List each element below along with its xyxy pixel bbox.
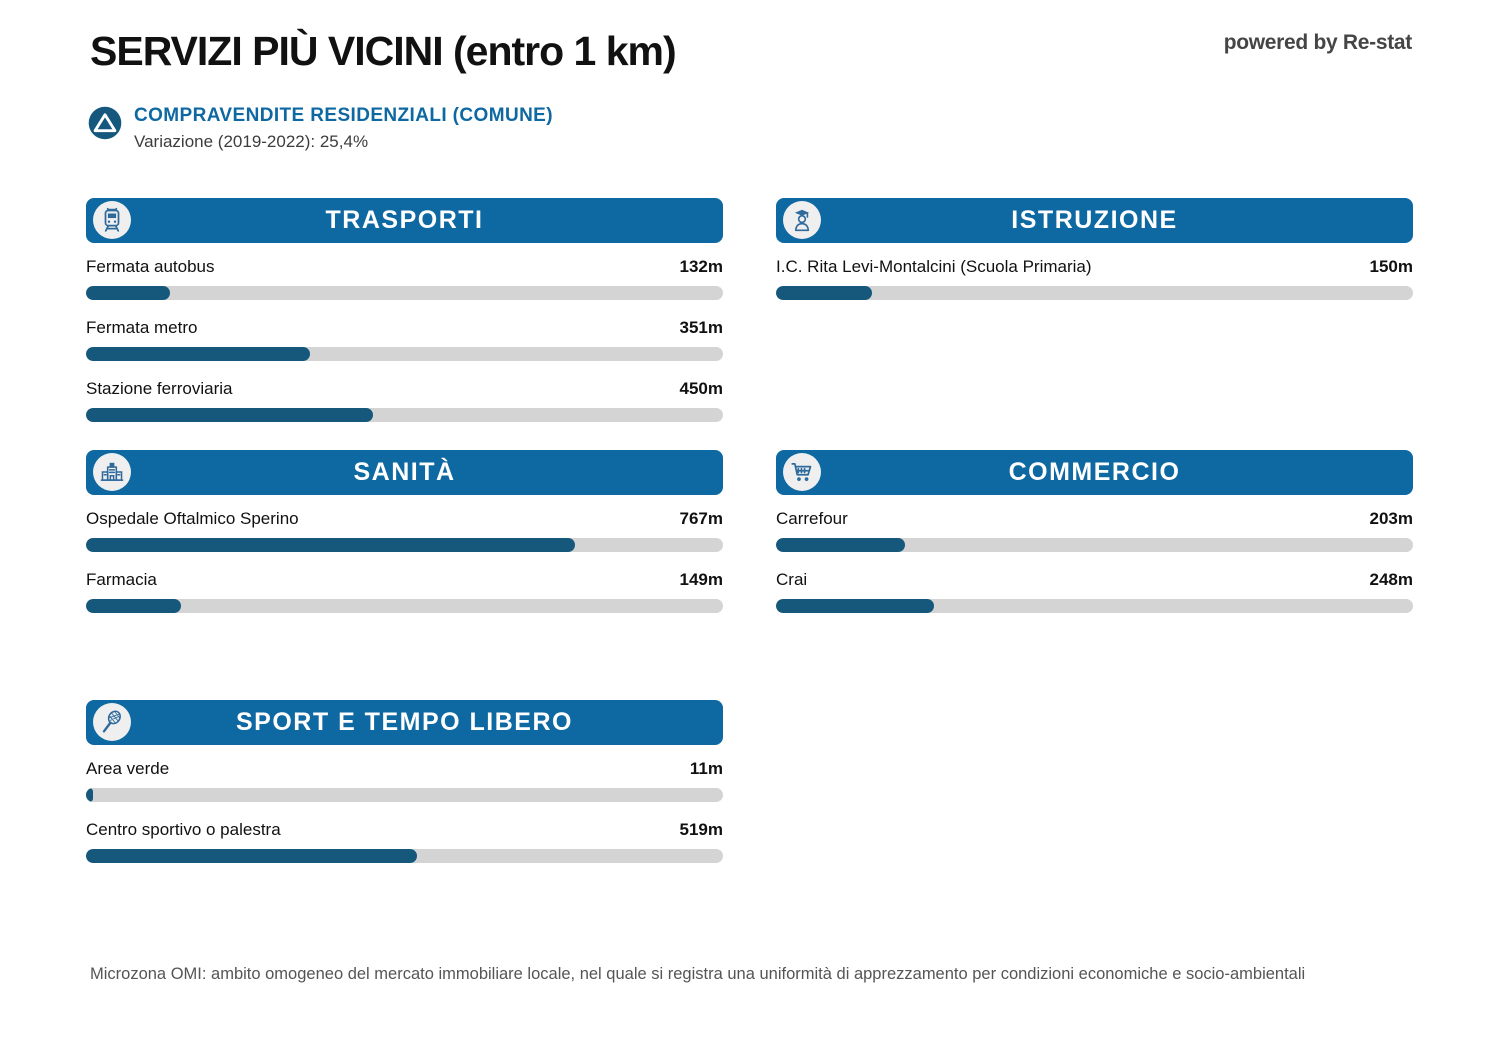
- page-title: SERVIZI PIÙ VICINI (entro 1 km): [90, 28, 676, 74]
- service-distance: 203m: [1369, 509, 1413, 528]
- train-icon: [93, 201, 131, 239]
- distance-bar-track: [776, 599, 1413, 613]
- distance-bar-fill: [86, 849, 417, 863]
- service-row: [776, 570, 1413, 613]
- section-header-istruzione: [776, 198, 1413, 243]
- section-header-sanita: [86, 450, 723, 495]
- footnote: Microzona OMI: ambito omogeneo del mercato immobiliare locale, nel quale si registra una uniformità di apprezzamento per condizioni economiche e socio-ambientali: [90, 965, 1306, 983]
- section-sanita: [86, 450, 723, 613]
- kpi-subtitle: Variazione (2019-2022): 25,4%: [134, 132, 369, 151]
- section-header-sport: [86, 700, 723, 745]
- shopping-cart-icon: [783, 453, 821, 491]
- service-distance: 351m: [679, 318, 723, 337]
- service-distance: 149m: [679, 570, 723, 589]
- section-header-trasporti: [86, 198, 723, 243]
- service-row: [86, 257, 723, 300]
- service-row: [86, 820, 723, 863]
- powered-by-label: powered by Re-stat: [1223, 31, 1412, 54]
- distance-bar-fill: [86, 538, 575, 552]
- service-distance: 450m: [679, 379, 723, 398]
- section-header-commercio: [776, 450, 1413, 495]
- section-trasporti: [86, 198, 723, 422]
- section-istruzione: [776, 198, 1413, 300]
- section-title: SANITÀ: [353, 458, 456, 486]
- service-row: [86, 759, 723, 802]
- service-distance: 150m: [1369, 257, 1413, 276]
- service-distance: 519m: [679, 820, 723, 839]
- distance-bar-track: [86, 788, 723, 802]
- distance-bar-fill: [86, 347, 310, 361]
- service-row: [86, 379, 723, 422]
- kpi-compravendite: [88, 105, 553, 152]
- distance-bar-fill: [86, 599, 181, 613]
- kpi-title: COMPRAVENDITE RESIDENZIALI (COMUNE): [134, 105, 553, 126]
- distance-bar-fill: [776, 286, 872, 300]
- distance-bar-fill: [86, 788, 93, 802]
- distance-bar-track: [86, 538, 723, 552]
- distance-bar-track: [86, 849, 723, 863]
- service-label: Fermata metro: [86, 318, 198, 337]
- service-distance: 767m: [679, 509, 723, 528]
- section-title: TRASPORTI: [325, 206, 484, 234]
- distance-bar-track: [86, 408, 723, 422]
- distance-bar-track: [776, 286, 1413, 300]
- section-commercio: [776, 450, 1413, 613]
- service-distance: 11m: [689, 759, 723, 778]
- service-label: Carrefour: [776, 509, 848, 528]
- section-sport: [86, 700, 723, 863]
- service-distance: 132m: [679, 257, 723, 276]
- service-label: Fermata autobus: [86, 257, 215, 276]
- distance-bar-fill: [86, 286, 170, 300]
- distance-bar-fill: [776, 599, 934, 613]
- section-title: COMMERCIO: [1008, 458, 1181, 486]
- service-label: Ospedale Oftalmico Sperino: [86, 509, 299, 528]
- section-title: SPORT E TEMPO LIBERO: [236, 708, 573, 736]
- service-row: [776, 257, 1413, 300]
- triangle-up-icon: [88, 106, 122, 140]
- tennis-racket-icon: [93, 703, 131, 741]
- service-label: Area verde: [86, 759, 170, 778]
- graduate-icon: [783, 201, 821, 239]
- service-distance: 248m: [1369, 570, 1413, 589]
- service-label: Stazione ferroviaria: [86, 379, 233, 398]
- service-label: Crai: [776, 570, 808, 589]
- service-row: [86, 570, 723, 613]
- service-label: Centro sportivo o palestra: [86, 820, 281, 839]
- distance-bar-fill: [776, 538, 905, 552]
- service-row: [776, 509, 1413, 552]
- service-label: Farmacia: [86, 570, 157, 589]
- service-row: [86, 318, 723, 361]
- section-title: ISTRUZIONE: [1011, 206, 1178, 234]
- distance-bar-track: [86, 286, 723, 300]
- distance-bar-track: [776, 538, 1413, 552]
- service-row: [86, 509, 723, 552]
- distance-bar-track: [86, 599, 723, 613]
- service-label: I.C. Rita Levi-Montalcini (Scuola Primaria): [776, 257, 1092, 276]
- distance-bar-fill: [86, 408, 373, 422]
- distance-bar-track: [86, 347, 723, 361]
- hospital-icon: [93, 453, 131, 491]
